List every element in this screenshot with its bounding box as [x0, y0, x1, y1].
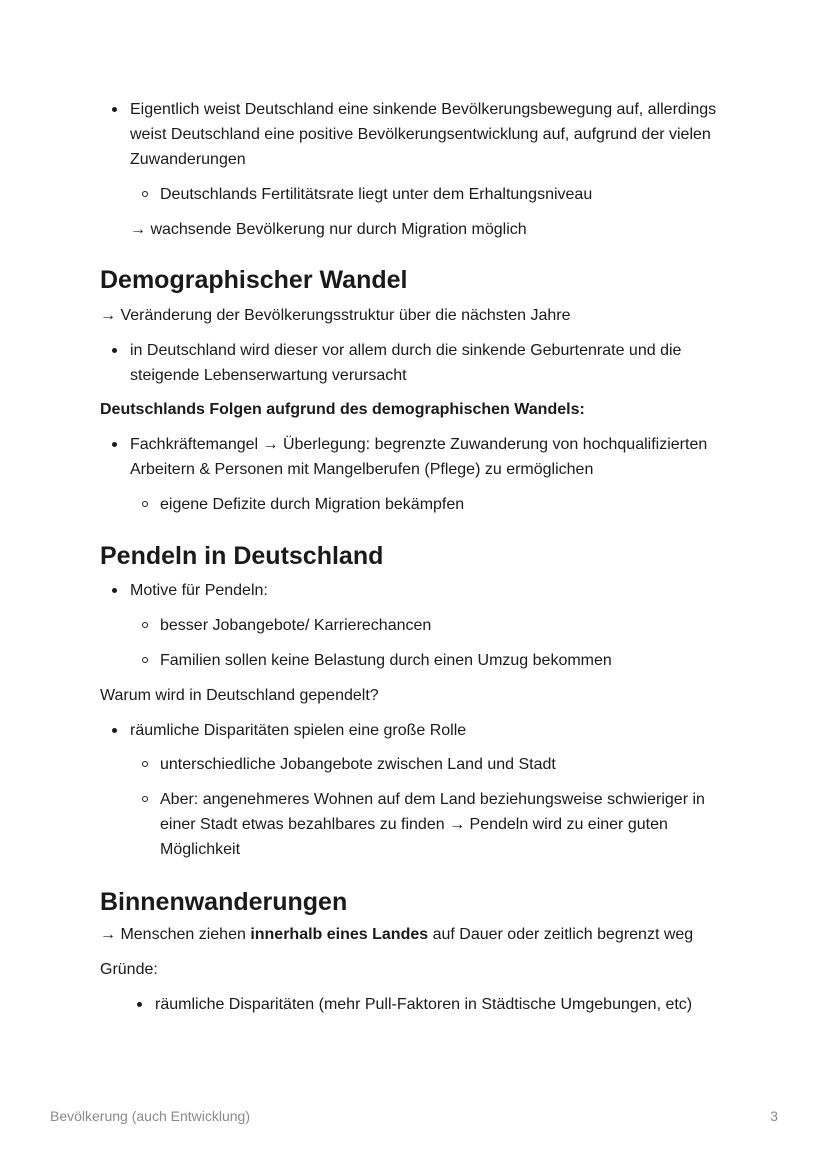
- pendeln-list: [100, 578, 740, 603]
- list-item: Fachkräftemangel → Überlegung: begrenzte Zuwanderung von hochqualifizierten Arbeitern & Personen mit Mangelberufen (Pflege) zu ermöglichen: [100, 432, 740, 482]
- arrow-note: → wachsende Bevölkerung nur durch Migration möglich: [130, 221, 527, 238]
- list-item: Deutschlands Fertilitätsrate liegt unter dem Erhaltungsniveau: [100, 182, 740, 207]
- list-item: Motive für Pendeln:: [100, 578, 740, 603]
- page-footer: [50, 1108, 778, 1124]
- consequences-list: [100, 432, 740, 482]
- list-item: Aber: angenehmeres Wohnen auf dem Land beziehungsweise schwieriger in einer Stadt etwas bezahlbares zu finden → Pendeln wird zu einer guten Möglichkeit: [100, 787, 740, 862]
- pendeln-reasons-list: [100, 718, 740, 743]
- binnen-list: [100, 992, 740, 1017]
- section-heading-demographic: Demographischer Wandel: [100, 266, 408, 294]
- pendeln-sublist: [100, 613, 740, 673]
- question-text: Warum wird in Deutschland gependelt?: [100, 687, 379, 704]
- list-item: eigene Defizite durch Migration bekämpfen: [100, 492, 740, 517]
- demographic-list: [100, 338, 740, 388]
- page-content: [100, 97, 740, 1017]
- arrow-note: [100, 922, 740, 947]
- consequences-sublist: [100, 492, 740, 517]
- section-heading-pendeln: Pendeln in Deutschland: [100, 542, 384, 570]
- list-item: Eigentlich weist Deutschland eine sinkende Bevölkerungsbewegung auf, allerdings weist Deutschland eine positive Bevölkerungsentwicklung auf, aufgrund der vielen Zuwanderungen: [100, 97, 740, 172]
- emphasis-text: innerhalb eines Landes: [250, 926, 429, 943]
- arrow-note: → Veränderung der Bevölkerungsstruktur über die nächsten Jahre: [100, 307, 571, 324]
- list-item: räumliche Disparitäten (mehr Pull-Faktoren in Städtische Umgebungen, etc): [100, 992, 740, 1017]
- intro-sublist: [100, 182, 740, 207]
- arrow-text: auf Dauer oder zeitlich begrenzt weg: [428, 926, 694, 943]
- section-heading-binnen: Binnenwanderungen: [100, 888, 348, 916]
- list-item: unterschiedliche Jobangebote zwischen Land und Stadt: [100, 752, 740, 777]
- consequences-heading: Deutschlands Folgen aufgrund des demographischen Wandels:: [100, 401, 585, 418]
- list-item: in Deutschland wird dieser vor allem durch die sinkende Geburtenrate und die steigende Lebenserwartung verursacht: [100, 338, 740, 388]
- pendeln-reasons-sublist: [100, 752, 740, 862]
- list-item: räumliche Disparitäten spielen eine große Rolle: [100, 718, 740, 743]
- list-item: besser Jobangebote/ Karrierechancen: [100, 613, 740, 638]
- intro-list: [100, 97, 740, 172]
- list-item: Familien sollen keine Belastung durch einen Umzug bekommen: [100, 648, 740, 673]
- reasons-label: Gründe:: [100, 961, 158, 978]
- arrow-text: → Menschen ziehen: [100, 926, 251, 943]
- footer-title: Bevölkerung (auch Entwicklung): [50, 1108, 250, 1124]
- page-number: 3: [770, 1108, 778, 1124]
